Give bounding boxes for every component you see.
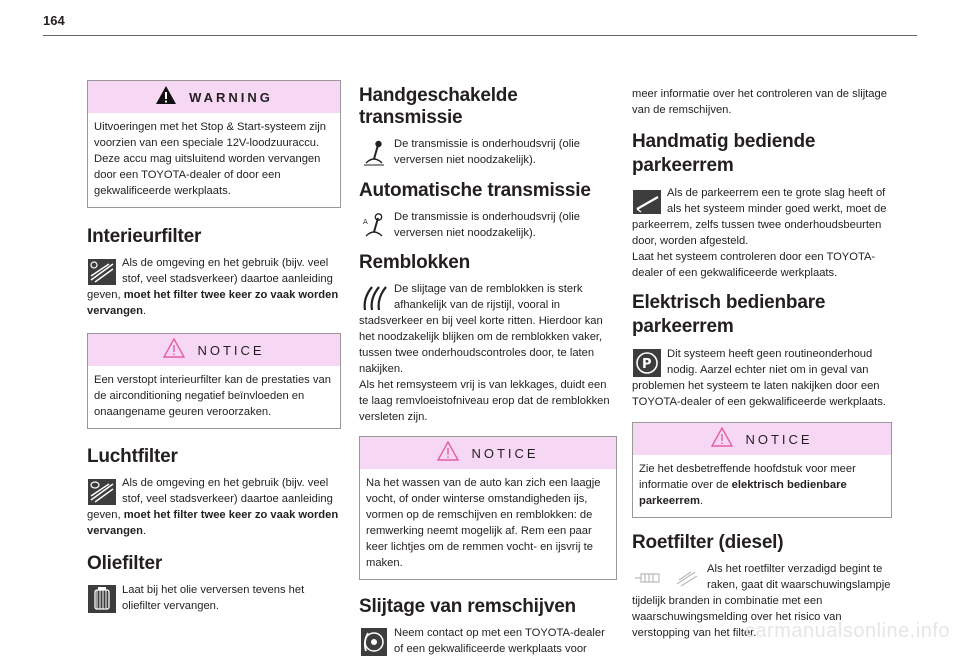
heading-roetfilter: Roetfilter (diesel) (632, 532, 784, 553)
heading-handgeschakelde: Handgeschakelde transmissie (359, 85, 518, 128)
warning-text: Uitvoeringen met het Stop & Start-systeem zijn voorzien van een speciale 12V-loodzuuraccu. Deze accu mag uitsluitend worden vervangen door een TOYOTA-dealer of door een gekwalificeerde werkplaats. (94, 121, 326, 197)
svg-text:P: P (642, 356, 652, 372)
luchtfilter-text: Als de omgeving en het gebruik (bijv. veel stof, veel stadsverkeer) daartoe aanleiding geven, (87, 477, 333, 521)
automatische-text: De transmissie is onderhoudsvrij (olie verversen niet noodzakelijk). (394, 211, 580, 239)
remblokken-text: De slijtage van de remblokken is sterk afhankelijk van de rijstijl, vooral in stadsverkeer en bij veel korte ritten. Hierdoor kan het noodzakelijk blijken om de remblokken vaker, tussen twee onderhoudscontroles door, te laten nakijken. (359, 283, 603, 375)
section-handmatig (632, 130, 892, 281)
diesel-filter-warning-icon (632, 563, 702, 592)
elektrisch-text: Dit systeem heeft geen routineonderhoud nodig. Aarzel echter niet om in geval van problemen het systeem te laten nakijken door een TOYOTA-dealer of een gekwalificeerde werkplaats. (632, 348, 886, 408)
interieurfilter-text: Als de omgeving en het gebruik (bijv. veel stof, veel stadsverkeer) daartoe aanleiding geven, (87, 257, 333, 301)
warning-triangle-icon (155, 85, 177, 110)
handmatig-text-2: Laat het systeem controleren door een TOYOTA-dealer of een gekwalificeerde werkplaats. (632, 251, 876, 279)
handmatig-text: Als de parkeerrem een te grote slag heeft of als het systeem minder goed werkt, moet de parkeerrem, zelfs tussen twee onderhoudsbeurten door, worden afgesteld. (632, 187, 887, 247)
column-2 (359, 85, 617, 657)
notice-bold-3: elektrisch bedienbare parkeerrem (639, 479, 847, 507)
heading-interieurfilter: Interieurfilter (87, 226, 202, 247)
heading-automatische: Automatische transmissie (359, 180, 591, 201)
header-rule (43, 35, 917, 36)
continued-text: meer informatie over het controleren van de slijtage van de remschijven. (632, 88, 887, 116)
notice-text-2: Na het wassen van de auto kan zich een laagje vocht, of onder winterse omstandigheden ijs, vormen op de remschijven en remblokken: de remwerking neemt mogelijk af. Rem een paar keer lichtjes om de remmen vocht- en ijsvrij te maken. (366, 477, 601, 569)
notice-triangle-icon (437, 441, 459, 466)
automatic-gear-icon (359, 211, 389, 240)
column-1 (87, 80, 341, 614)
heading-elektrisch: Elektrisch bedienbare parkeerrem (632, 292, 826, 337)
notice-triangle-icon (163, 338, 185, 363)
notice-header-2 (360, 437, 616, 469)
notice-header-3 (633, 423, 891, 455)
air-filter-icon (87, 477, 117, 506)
notice-end-3: . (699, 495, 704, 507)
section-oliefilter (87, 553, 341, 614)
brake-disc-icon (359, 627, 389, 656)
oliefilter-text: Laat bij het olie verversen tevens het oliefilter vervangen. (122, 584, 305, 612)
page-number: 164 (43, 13, 65, 28)
notice-text-3: Zie het desbetreffende hoofdstuk voor meer informatie over de (639, 463, 856, 491)
heading-slijtage: Slijtage van remschijven (359, 596, 576, 617)
warning-header (88, 81, 340, 113)
gear-lever-icon (359, 138, 389, 167)
section-remblokken (359, 252, 617, 425)
section-interieurfilter (87, 226, 341, 319)
notice-title-2: NOTICE (471, 445, 539, 461)
notice-text-1: Een verstopt interieurfilter kan de prestaties van de airconditioning negatief beïnvloeden en onaangename geuren veroorzaken. (94, 374, 331, 418)
section-automatische (359, 180, 617, 241)
section-slijtage (359, 596, 617, 657)
watermark-footer: carmanualsonline.info (744, 620, 950, 642)
warning-title: WARNING (189, 89, 273, 105)
brake-pad-icon (359, 283, 389, 312)
slijtage-text: Neem contact op met een TOYOTA-dealer of een gekwalificeerde werkplaats voor (394, 627, 605, 655)
notice-box-2 (359, 436, 617, 580)
section-handgeschakelde (359, 85, 617, 168)
notice-title-3: NOTICE (745, 431, 813, 447)
interieurfilter-end: . (142, 305, 147, 317)
roetfilter-text: Als het roetfilter verzadigd begint te raken, gaat dit waarschuwingslampje tijdelijk branden in combinatie met een waarschuwingsmelding over het risico van verstopping van het filter. (632, 563, 891, 639)
luchtfilter-bold: moet het filter twee keer zo vaak worden vervangen (87, 509, 339, 537)
interieurfilter-bold: moet het filter twee keer zo vaak worden vervangen (87, 289, 339, 317)
warning-box (87, 80, 341, 208)
notice-title-1: NOTICE (197, 342, 265, 358)
electric-parking-brake-icon (632, 348, 662, 377)
heading-luchtfilter: Luchtfilter (87, 446, 178, 467)
section-luchtfilter (87, 446, 341, 539)
notice-triangle-icon (711, 427, 733, 452)
luchtfilter-end: . (142, 525, 147, 537)
notice-header-1 (88, 334, 340, 366)
cabin-filter-icon (87, 257, 117, 286)
svg-text:A: A (363, 217, 368, 226)
heading-handmatig: Handmatig bediende parkeerrem (632, 131, 816, 176)
handgeschakelde-text: De transmissie is onderhoudsvrij (olie verversen niet noodzakelijk). (394, 138, 580, 166)
remblokken-text-2: Als het remsysteem vrij is van lekkages, duidt een te laag remvloeistofniveau erop dat de remblokken versleten zijn. (359, 379, 610, 423)
notice-box-1 (87, 333, 341, 429)
heading-oliefilter: Oliefilter (87, 553, 163, 574)
notice-box-3 (632, 422, 892, 518)
oil-filter-icon (87, 584, 117, 613)
column-3 (632, 86, 892, 641)
section-elektrisch (632, 291, 892, 410)
heading-remblokken: Remblokken (359, 252, 470, 273)
parking-brake-lever-icon (632, 187, 662, 216)
